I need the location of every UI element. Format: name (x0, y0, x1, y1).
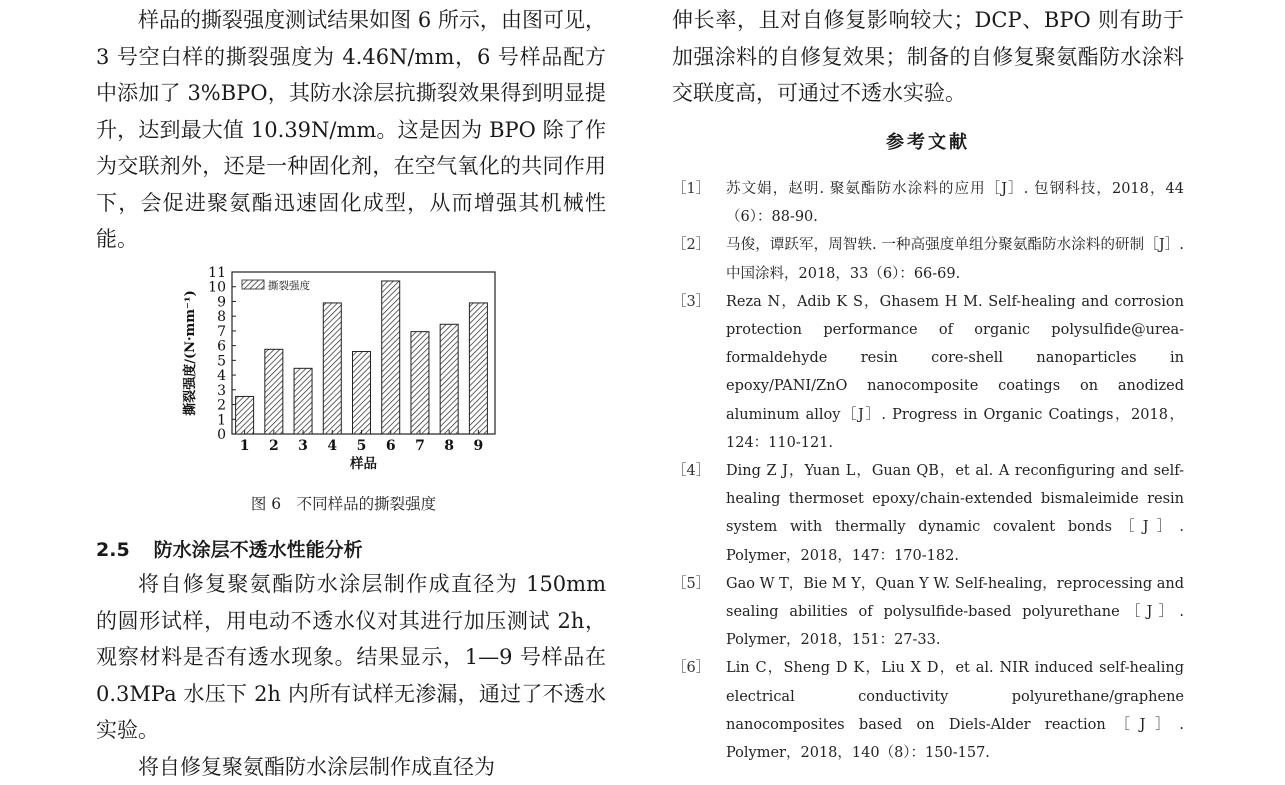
bar (353, 352, 371, 434)
paragraph-2: 将自修复聚氨酯防水涂层制作成直径为 150mm 的圆形试样，用电动不透水仪对其进行加压测试 2h，观察材料是否有透水现象。结果显示，1—9 号样品在 0.3MPa 水压下 2h 内所有试样无渗漏，通过了不透水实验。 (96, 572, 606, 742)
bar (236, 396, 254, 434)
reference-text: Reza N，Adib K S，Ghasem H M. Self-healing and corrosion protection performance of organic polysulfide@urea-formaldehyde resin core-shell nanoparticles in epoxy/PANI/ZnO nanocomposite coatings on anodized aluminum alloy［J］. Progress in Organic Coatings，2018，124：110-121. (726, 293, 1184, 451)
x-tick-label: 1 (239, 438, 250, 454)
section-number: 2.5 (96, 539, 130, 561)
reference-index: ［6］ (672, 660, 711, 677)
x-axis-label: 样品 (350, 456, 377, 472)
legend-swatch (242, 280, 264, 289)
y-tick-label: 5 (217, 353, 226, 370)
reference-item (672, 231, 1184, 287)
reference-item (672, 175, 1184, 231)
paragraph-3: 将自修复聚氨酯防水涂层制作成直径为 (138, 754, 495, 779)
bar (265, 349, 283, 434)
y-tick-label: 4 (217, 368, 226, 385)
reference-index: ［3］ (672, 293, 711, 310)
y-tick-label: 7 (217, 323, 226, 340)
y-tick-label: 8 (217, 309, 226, 326)
reference-text: Lin C，Sheng D K，Liu X D，et al. NIR induced self-healing electrical conductivity polyurethane/graphene nanocomposites based on Diels-Alder reaction［J］. Polymer，2018，140（8）：150-157. (726, 660, 1184, 762)
x-tick-label: 2 (268, 438, 279, 454)
reference-text: Gao W T，Bie M Y，Quan Y W. Self-healing，reprocessing and sealing abilities of polysulfide-based polyurethane［J］. Polymer，2018，151：27-33. (726, 575, 1184, 649)
section-title: 防水涂层不透水性能分析 (153, 539, 363, 561)
bar (440, 324, 458, 434)
y-axis-label: 撕裂强度/(N·mm⁻¹) (183, 290, 198, 416)
reference-item (672, 457, 1184, 570)
figure-6-chart (180, 262, 500, 474)
x-tick-label: 8 (444, 438, 455, 454)
x-tick-label: 7 (415, 438, 425, 454)
reference-index: ［1］ (672, 181, 711, 197)
reference-item (672, 288, 1184, 457)
references-heading: 参考文献 (886, 132, 970, 153)
y-tick-label: 10 (208, 279, 226, 296)
section-heading (96, 535, 363, 562)
y-tick-label: 3 (217, 382, 226, 399)
conclusion-paragraph: 伸长率，且对自修复影响较大；DCP、BPO 则有助于加强涂料的自修复效果；制备的自修复聚氨酯防水涂料交联度高，可通过不透水实验。 (672, 8, 1184, 105)
x-tick-label: 4 (327, 438, 338, 454)
legend-label: 撕裂强度 (268, 280, 310, 292)
reference-index: ［4］ (672, 463, 711, 480)
x-tick-label: 5 (356, 438, 367, 454)
bar (382, 281, 400, 434)
bar (323, 303, 341, 434)
left-lower-text (96, 566, 606, 785)
reference-index: ［5］ (672, 575, 711, 592)
reference-item (672, 654, 1184, 767)
y-tick-label: 2 (217, 397, 226, 414)
bar (469, 303, 487, 434)
x-tick-label: 6 (385, 438, 396, 454)
right-column (672, 0, 1184, 112)
bar (411, 332, 429, 434)
reference-item (672, 570, 1184, 655)
bar (294, 368, 312, 434)
x-tick-label: 3 (298, 438, 308, 454)
bar-chart (180, 262, 500, 474)
y-tick-label: 11 (208, 265, 226, 281)
x-tick-label: 9 (473, 438, 484, 454)
y-tick-label: 0 (217, 427, 226, 443)
reference-text: 苏文娟，赵明. 聚氨酯防水涂料的应用［J］. 包钢科技，2018，44（6）：88-90. (726, 181, 1184, 226)
figure-caption: 图 6 不同样品的撕裂强度 (250, 495, 437, 513)
reference-text: 马俊，谭跃军，周智轶. 一种高强度单组分聚氨酯防水涂料的研制［J］. 中国涂料，2018，33（6）：66-69. (726, 237, 1184, 282)
reference-index: ［2］ (672, 237, 711, 254)
left-column (96, 0, 606, 258)
y-tick-label: 1 (217, 412, 226, 429)
reference-text: Ding Z J，Yuan L，Guan QB，et al. A reconfiguring and self-healing thermoset epoxy/chain-extended bismaleimide resin system with thermally dynamic covalent bonds［J］. Polymer，2018，147：170-182. (726, 463, 1184, 564)
y-tick-label: 6 (217, 338, 226, 355)
y-tick-label: 9 (217, 294, 226, 311)
references-list (672, 175, 1184, 767)
intro-paragraph: 样品的撕裂强度测试结果如图 6 所示，由图可见，3 号空白样的撕裂强度为 4.46N/mm，6 号样品配方中添加了 3%BPO，其防水涂层抗撕裂效果得到明显提升，达到最大值 10.39N/mm。这是因为 BPO 除了作为交联剂外，还是一种固化剂，在空气氧化的共同作用下，会促进聚氨酯迅速固化成型，从而增强其机械性能。 (96, 8, 606, 251)
